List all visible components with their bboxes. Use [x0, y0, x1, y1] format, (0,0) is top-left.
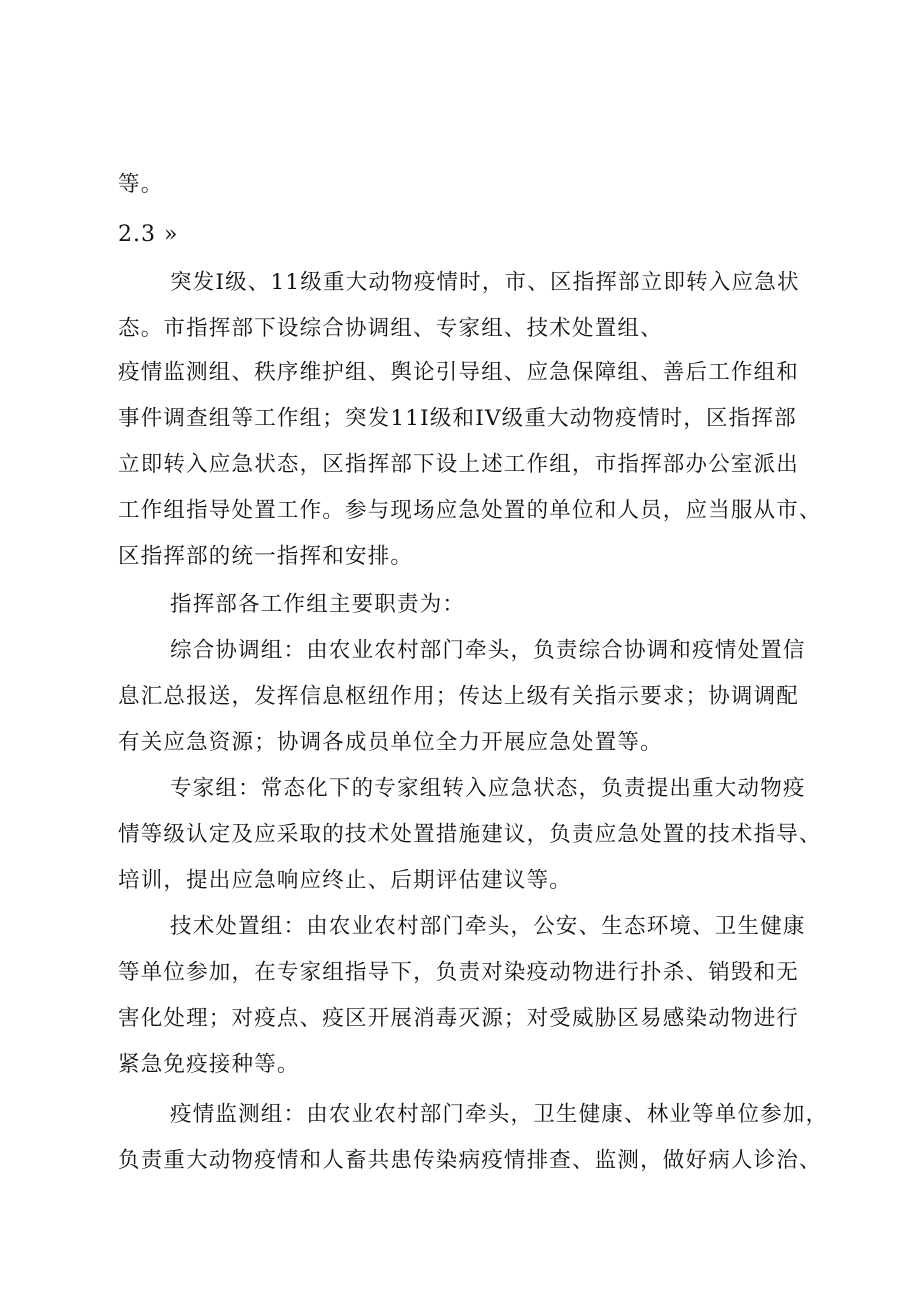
paragraph-line: 综合协调组：由农业农村部门牵头，负责综合协调和疫情处置信 [170, 638, 806, 663]
paragraph-line: 负责重大动物疫情和人畜共患传染病疫情排查、监测，做好病人诊治、 [118, 1148, 822, 1173]
paragraph-line: 息汇总报送，发挥信息枢纽作用；传达上级有关指示要求；协调调配 [118, 684, 800, 709]
paragraph-line: 疫情监测组、秩序维护组、舆论引导组、应急保障组、善后工作组和 [118, 360, 800, 385]
section-heading: 2.3 » [118, 222, 179, 247]
paragraph-line: 等单位参加，在专家组指导下，负责对染疫动物进行扑杀、销毁和无 [118, 960, 800, 985]
paragraph-line: 立即转入应急状态，区指挥部下设上述工作组，市指挥部办公室派出 [118, 452, 800, 477]
paragraph-line: 有关应急资源；协调各成员单位全力开展应急处置等。 [118, 730, 663, 755]
paragraph-line: 培训，提出应急响应终止、后期评估建议等。 [118, 868, 573, 893]
paragraph-line: 工作组指导处置工作。参与现场应急处置的单位和人员，应当服从市、 [118, 498, 822, 523]
paragraph-line: 事件调查组等工作组；突发11I级和IV级重大动物疫情时，区指挥部 [118, 406, 797, 431]
paragraph-line: 情等级认定及应采取的技术处置措施建议，负责应急处置的技术指导、 [118, 822, 822, 847]
paragraph-line: 突发I级、11级重大动物疫情时，市、区指挥部立即转入应急状 [170, 270, 800, 295]
paragraph-line: 态。市指挥部下设综合协调组、专家组、技术处置组、 [118, 316, 663, 341]
paragraph-line: 疫情监测组：由农业农村部门牵头，卫生健康、林业等单位参加， [170, 1102, 829, 1127]
paragraph-line: 指挥部各工作组主要职责为： [170, 592, 466, 617]
paragraph-line: 专家组：常态化下的专家组转入应急状态，负责提出重大动物疫 [170, 776, 806, 801]
paragraph-line: 区指挥部的统一指挥和安排。 [118, 544, 414, 569]
text-line: 等。 [118, 172, 164, 197]
paragraph-line: 紧急免疫接种等。 [118, 1052, 300, 1077]
paragraph-line: 技术处置组：由农业农村部门牵头，公安、生态环境、卫生健康 [170, 914, 806, 939]
paragraph-line: 害化处理；对疫点、疫区开展消毒灭源；对受威胁区易感染动物进行 [118, 1006, 800, 1031]
